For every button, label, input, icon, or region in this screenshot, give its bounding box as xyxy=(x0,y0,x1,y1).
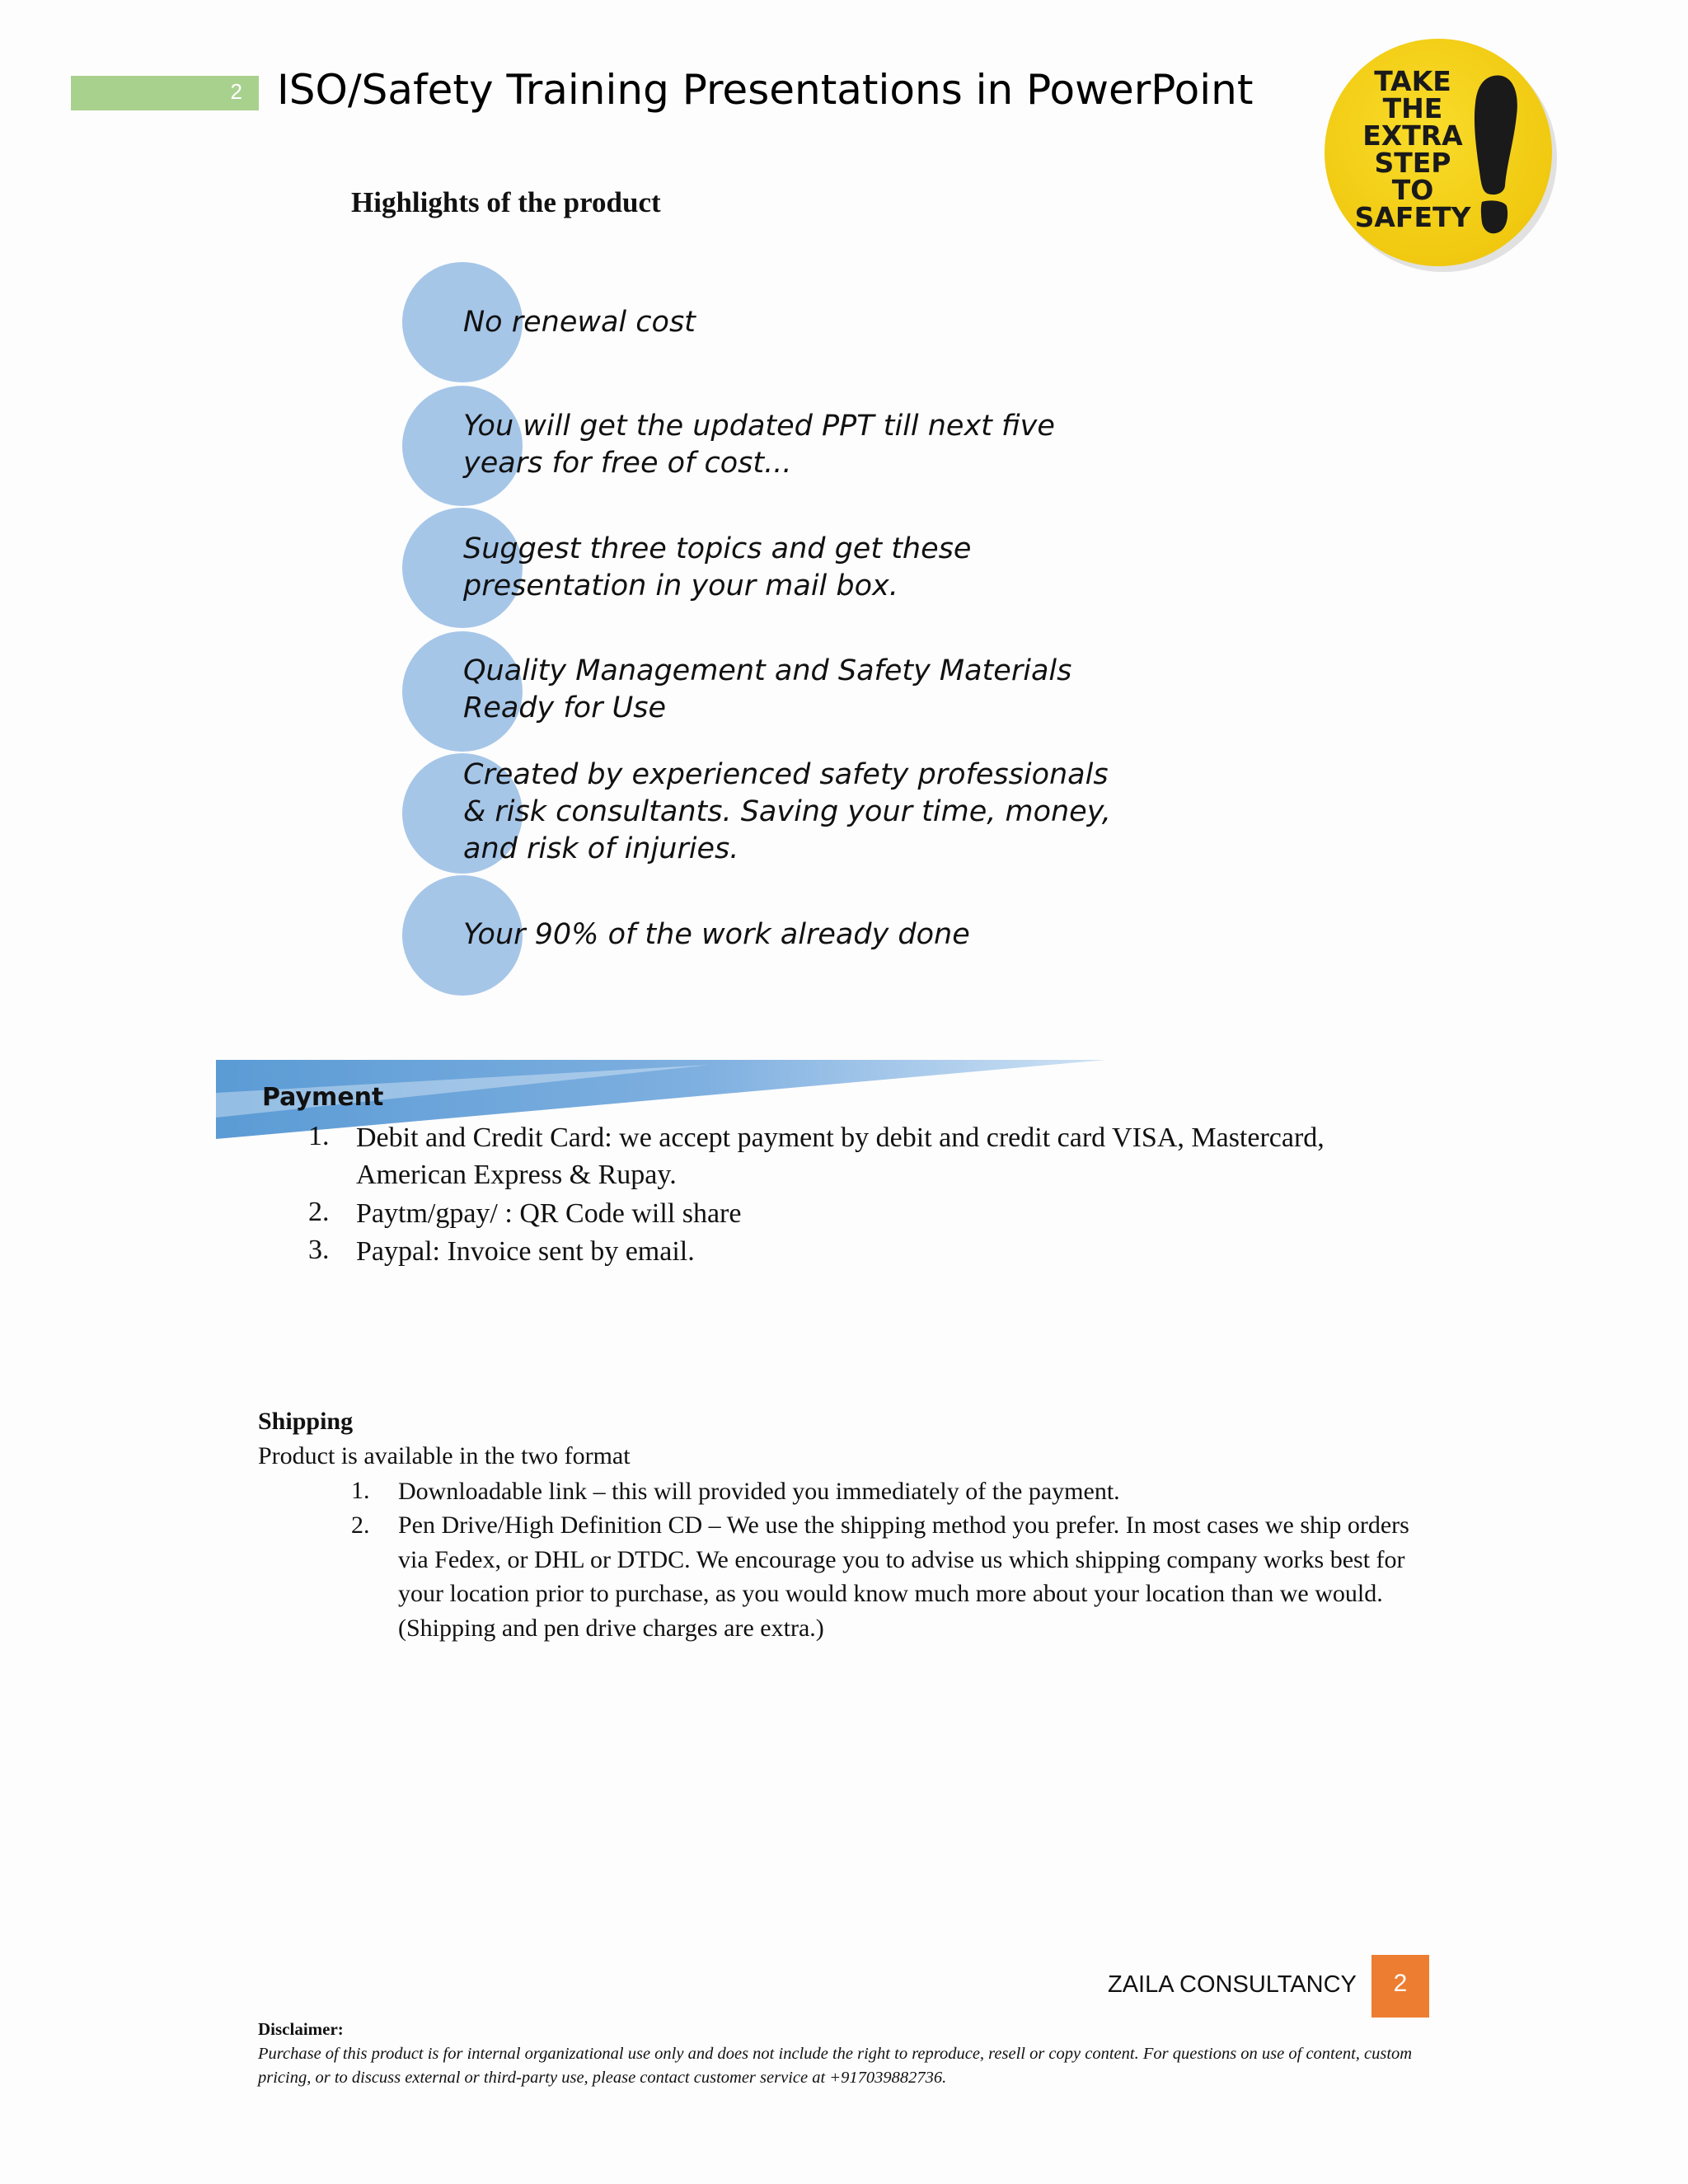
highlights-heading: Highlights of the product xyxy=(351,186,661,218)
payment-heading: Payment xyxy=(262,1083,384,1112)
highlight-item: Suggest three topics and get these presentation in your mail box. xyxy=(463,532,972,602)
header-page-number: 2 xyxy=(230,79,242,104)
disclaimer-text: Purchase of this product is for internal organizational use only and does not include the right to reproduce, resell or copy content. For questions on use of content, custom pricing, or to discuss external or third-party use, please contact customer service at +917039882736. xyxy=(258,2045,1413,2087)
highlight-item: Created by experienced safety professionals & risk consultants. Saving your time, money, and risk of injuries. xyxy=(463,758,1111,865)
footer-page-badge xyxy=(1372,1955,1429,2018)
payment-item-number: 3. xyxy=(308,1235,330,1265)
badge-line: STEP xyxy=(1374,147,1451,179)
footer-company-name: ZAILA CONSULTANCY xyxy=(1108,1971,1357,1998)
footer-page-number: 2 xyxy=(1393,1970,1408,1997)
payment-item-number: 1. xyxy=(308,1121,330,1151)
badge-line: EXTRA xyxy=(1362,120,1463,152)
payment-item-number: 2. xyxy=(308,1197,330,1227)
payment-item: Paytm/gpay/ : QR Code will share xyxy=(356,1198,742,1229)
shipping-item: Downloadable link – this will provided you immediately of the payment. xyxy=(398,1478,1120,1505)
highlight-item: No renewal cost xyxy=(463,306,696,339)
shipping-item-number: 2. xyxy=(351,1511,370,1539)
highlight-item: You will get the updated PPT till next five years for free of cost... xyxy=(463,410,1055,480)
shipping-item-number: 1. xyxy=(351,1477,370,1504)
shipping-heading: Shipping xyxy=(258,1408,354,1435)
highlight-item: Your 90% of the work already done xyxy=(463,918,970,951)
disclaimer-heading: Disclaimer: xyxy=(258,2019,344,2039)
badge-line: THE xyxy=(1382,92,1443,124)
safety-badge xyxy=(1320,33,1559,272)
badge-line: SAFETY xyxy=(1354,201,1471,233)
badge-line: TO xyxy=(1391,174,1434,206)
highlight-item: Quality Management and Safety Materials Ready for Use xyxy=(463,654,1072,724)
badge-line: TAKE xyxy=(1374,65,1451,97)
shipping-item: Pen Drive/High Definition CD – We use the shipping method you prefer. In most cases we ship orders via Fedex, or DHL or DTDC. We encourage you to advise us which shipping company works best for your location prior to purchase, as you would know much more about your location than we would. (Shipping and pen drive charges are extra.) xyxy=(398,1511,1409,1642)
payment-item: Debit and Credit Card: we accept payment by debit and credit card VISA, Mastercard, American Express & Rupay. xyxy=(356,1122,1325,1190)
page-title: ISO/Safety Training Presentations in PowerPoint xyxy=(277,66,1254,114)
payment-item: Paypal: Invoice sent by email. xyxy=(356,1236,695,1267)
header-accent-bar xyxy=(71,76,259,110)
shipping-intro: Product is available in the two format xyxy=(258,1442,631,1469)
